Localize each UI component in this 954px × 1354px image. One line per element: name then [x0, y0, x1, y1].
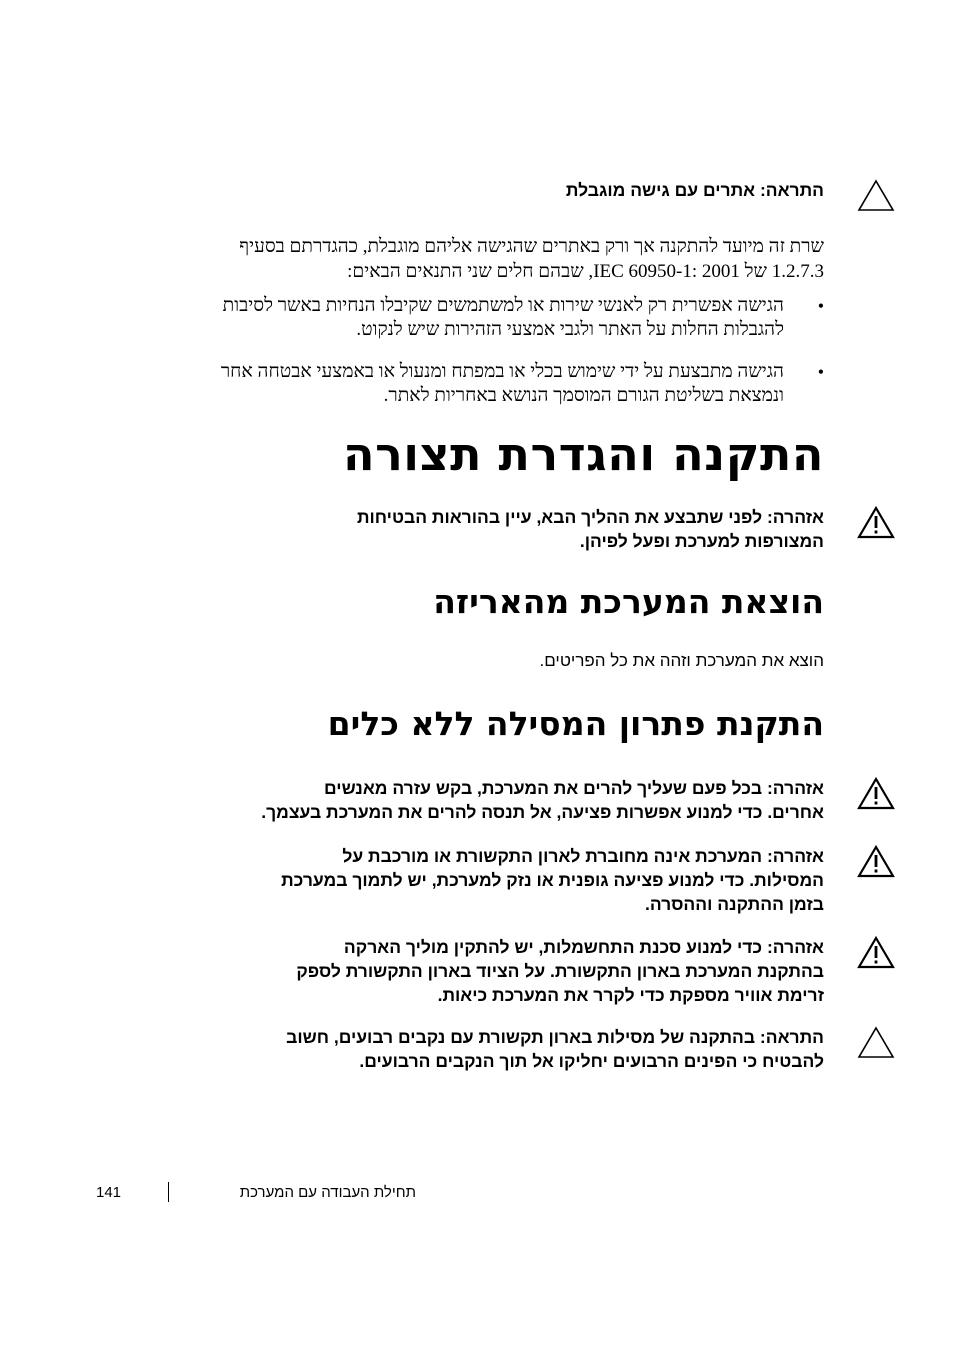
warning-notice-lifting: אזהרה: בכל פעם שעליך להרים את המערכת, בקש עזרה מאנשים אחרים. כדי למנוע אפשרות פציעה, אל תנסה להרים את המערכת בעצמך.	[261, 776, 824, 824]
page-number: 141	[96, 1184, 122, 1201]
warning-notice-grounding: אזהרה: כדי למנוע סכנת התחשמלות, יש להתקין מוליך הארקה בהתקנת המערכת בארון התקשורת. על הציוד בארון התקשורת לספק זרימת אוויר מספקת כדי לקרר את המערכת כיאות.	[296, 935, 824, 1007]
warning-triangle-icon	[856, 844, 896, 880]
warning-triangle-icon	[856, 935, 896, 971]
bullet-icon: •	[817, 296, 824, 316]
footer-divider	[168, 1182, 169, 1202]
footer-section-title: תחילת העבודה עם המערכת	[239, 1184, 416, 1201]
conditions-list	[220, 294, 824, 420]
bullet-icon: •	[817, 362, 824, 382]
intro-line-2: 1.2.7.3 של IEC 60950-1: 2001, שבהם חלים שני התנאים הבאים:	[347, 261, 824, 282]
caution-notice-square-holes: התראה: בהתקנה של מסילות בארון תקשורת עם נקבים רבועים, חשוב להבטיח כי הפינים הרבועים יחליקו אל תוך הנקבים הרבועים.	[286, 1025, 824, 1073]
section-title-unpack: הוצאת המערכת מהאריזה	[433, 582, 824, 621]
warning-triangle-icon	[856, 776, 896, 812]
page-title: התקנה והגדרת תצורה	[342, 427, 824, 481]
warning-notice-support: אזהרה: המערכת אינה מחוברת לארון התקשורת או מורכבת על המסילות. כדי למנוע פציעה גופנית או נזק למערכת, יש לתמוך במערכת בזמן ההתקנה וההסרה.	[281, 844, 824, 916]
warning-triangle-icon	[856, 505, 896, 541]
section-title-rails: התקנת פתרון המסילה ללא כלים	[327, 704, 824, 743]
caution-triangle-icon	[856, 1025, 896, 1061]
caution-label: התראה:	[759, 180, 824, 200]
intro-paragraph	[239, 234, 824, 284]
caution-notice-restricted-access	[566, 178, 824, 202]
warning-notice-safety: אזהרה: לפני שתבצע את ההליך הבא, עיין בהוראות הבטיחות המצורפות למערכת ופעל לפיהן.	[357, 505, 824, 553]
list-item: • הגישה מתבצעת על ידי שימוש בכלי או במפתח ומנעול או באמצעי אבטחה אחר ונמצאת בשליטת הגורם המוסמך הנושא באחריות לאתר.	[220, 361, 824, 406]
intro-line-1: שרת זה מיועד להתקנה אך ורק באתרים שהגישה אליהם מוגבלת, כהגדרתם בסעיף	[239, 236, 824, 257]
unpack-text: הוצא את המערכת וזהה את כל הפריטים.	[539, 651, 824, 670]
page-footer	[96, 1184, 416, 1208]
caution-heading: אתרים עם גישה מוגבלת	[565, 180, 760, 200]
caution-triangle-icon	[856, 178, 896, 214]
list-item: • הגישה אפשרית רק לאנשי שירות או למשתמשים שקיבלו הנחיות באשר לסיבות להגבלות החלות על האתר ולגבי אמצעי הזהירות שיש לנקוט.	[222, 295, 824, 340]
